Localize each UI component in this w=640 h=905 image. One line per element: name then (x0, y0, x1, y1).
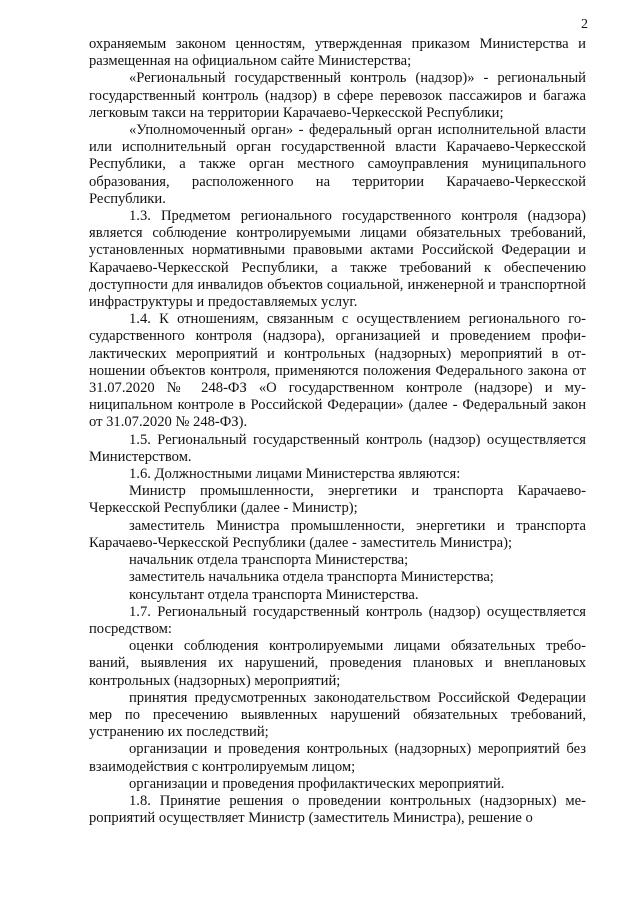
paragraph-1-6: 1.6. Должностными лицами Министерства являются: (129, 466, 461, 483)
list-item-minister: Министр промышленности, энергетики и транспорта Карачаево-Черкесской Республики (далее - Министр); (89, 483, 586, 517)
paragraph-1-5: 1.5. Региональный государственный контроль (надзор) осуществляется Министерством. (89, 431, 586, 465)
document-body (89, 36, 586, 827)
paragraph-continuation: охраняемым законом ценностям, утвержденная приказом Министерства и размещенная на официальном сайте Министерства; (89, 36, 586, 70)
paragraph-definition-authorized-body: «Уполномоченный орган» - федеральный орган исполнительной власти или исполнительный орган государственной власти Карачаево-Черкесской Республики, а также орган местного самоуправления муниципального образования, расположенного на территории Карачаево-Черкесской Республики. (89, 122, 586, 207)
page-number: 2 (581, 17, 588, 32)
paragraph-definition-regional-control: «Региональный государственный контроль (надзор)» - региональный государственный контроль (надзор) в сфере перевозок пассажиров и багажа легковым такси на территории Карачаево-Черкесской Республики; (89, 70, 586, 121)
list-item-deputy-minister: заместитель Министра промышленности, энергетики и транспорта Карачаево-Черкесской Республики (далее - заместитель Министра); (89, 517, 586, 551)
list-item-deputy-department-head: заместитель начальника отдела транспорта Министерства; (129, 569, 494, 586)
list-item-no-interaction-events: организации и проведения контрольных (надзорных) мероприятий без взаимодействия с контролируемым лицом; (89, 741, 586, 775)
list-item-preventive-events: организации и проведения профилактических мероприятий. (129, 775, 505, 792)
list-item-assessment: оценки соблюдения контролируемыми лицами обязательных требований, выявления их нарушений, проведения плановых и внеплановых контрольных (надзорных) мероприятий; (89, 638, 586, 689)
paragraph-1-4: 1.4. К отношениям, связанным с осуществлением регионального государственного контроля (надзора), организацией и проведением профилактических мероприятий и контрольных (надзорных) мероприятий в отношении объектов контроля, применяются положения Федерального закона от 31.07.2020 № 248-ФЗ «О государственном контроле (надзоре) и муниципальном контроле в Российской Федерации» (далее - Федеральный закон от 31.07.2020 № 248-ФЗ). (89, 311, 586, 431)
paragraph-1-3: 1.3. Предметом регионального государственного контроля (надзора) является соблюдение контролируемыми лицами обязательных требований, установленных нормативными правовыми актами Российской Федерации и Карачаево-Черкесской Республики, а также требований к обеспечению доступности для инвалидов объектов социальной, инженерной и транспортной инфраструктуры и предоставляемых услуг. (89, 208, 586, 311)
paragraph-1-7: 1.7. Региональный государственный контроль (надзор) осуществляется посредством: (89, 603, 586, 637)
list-item-department-head: начальник отдела транспорта Министерства; (129, 552, 409, 569)
list-item-measures: принятия предусмотренных законодательством Российской Федерации мер по пресечению выявленных нарушений обязательных требований, устранению их последствий; (89, 689, 586, 741)
paragraph-1-8: 1.8. Принятие решения о проведении контрольных (надзорных) мероприятий осуществляет Министр (заместитель Министра), решение о (89, 792, 586, 827)
list-item-consultant: консультант отдела транспорта Министерства. (129, 586, 419, 603)
